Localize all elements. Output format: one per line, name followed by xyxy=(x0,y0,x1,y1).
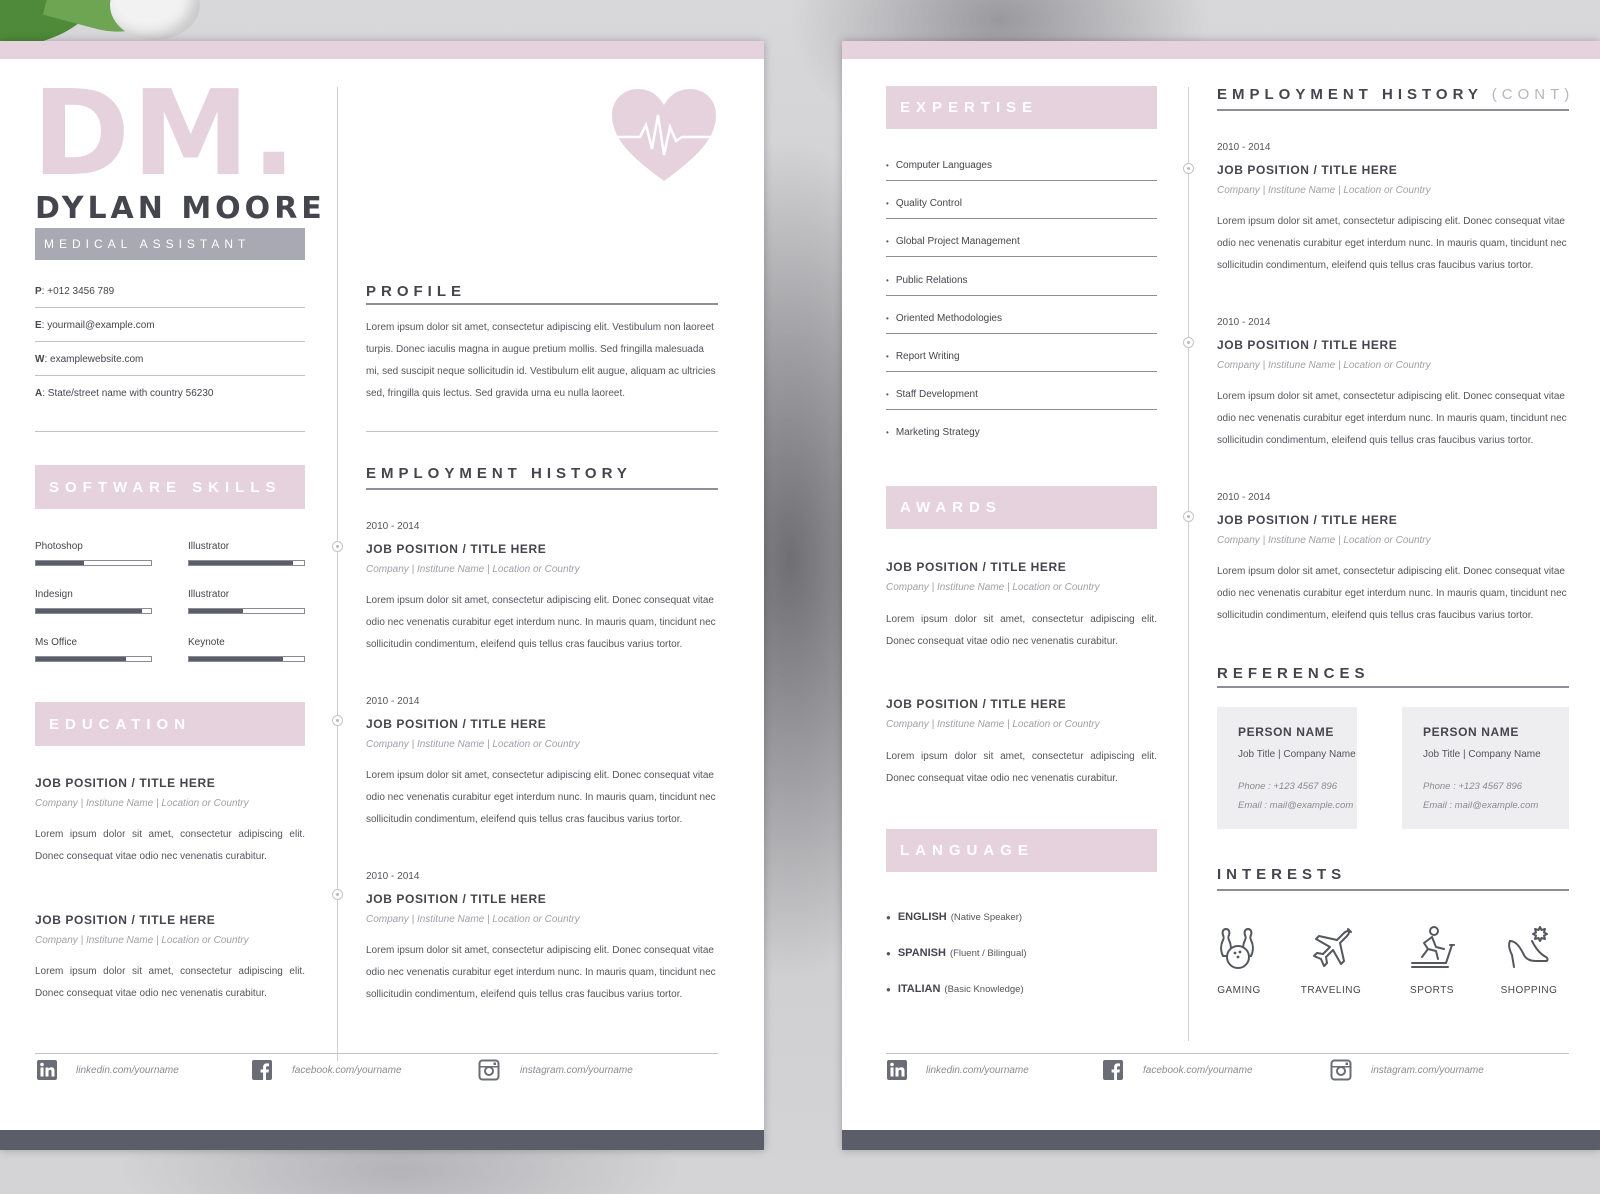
skill-level-bar xyxy=(188,656,305,662)
facebook-link[interactable]: facebook.com/yourname xyxy=(1143,1065,1253,1076)
award-company: Company | Institune Name | Location or Country xyxy=(886,582,1100,593)
bottom-band xyxy=(842,1130,1600,1150)
software-skills-heading: SOFTWARE SKILLS xyxy=(35,465,305,509)
skill-level-fill xyxy=(189,561,293,565)
skill-level-fill xyxy=(189,609,243,613)
linkedin-icon[interactable] xyxy=(886,1059,908,1081)
divider xyxy=(35,431,305,432)
job-title: JOB POSITION / TITLE HERE xyxy=(366,542,547,556)
job-company: Company | Institune Name | Location or Country xyxy=(1217,185,1431,196)
reference-name: PERSON NAME xyxy=(1423,725,1519,739)
instagram-link[interactable]: instagram.com/yourname xyxy=(520,1065,633,1076)
divider xyxy=(366,488,718,490)
profile-heading: PROFILE xyxy=(366,283,467,300)
language-item: ● ENGLISH (Native Speaker) xyxy=(886,911,1023,923)
divider xyxy=(886,256,1157,257)
divider xyxy=(366,303,718,305)
skill-label: Keynote xyxy=(188,637,225,648)
job-title: JOB POSITION / TITLE HERE xyxy=(1217,513,1398,527)
bullet-icon: • xyxy=(886,352,889,361)
timeline-dot xyxy=(332,715,343,726)
education-title: JOB POSITION / TITLE HERE xyxy=(35,913,216,927)
award-company: Company | Institune Name | Location or Country xyxy=(886,719,1100,730)
job-date: 2010 - 2014 xyxy=(1217,492,1271,503)
timeline-line xyxy=(1188,87,1189,1041)
facebook-icon[interactable] xyxy=(251,1059,273,1081)
job-title: JOB POSITION / TITLE HERE xyxy=(366,717,547,731)
reference-email: Email : mail@example.com xyxy=(1238,800,1354,811)
bowling-icon xyxy=(1218,925,1260,971)
skill-label: Indesign xyxy=(35,589,73,600)
timeline-dot xyxy=(332,541,343,552)
instagram-link[interactable]: instagram.com/yourname xyxy=(1371,1065,1484,1076)
top-band xyxy=(0,41,764,59)
job-title: JOB POSITION / TITLE HERE xyxy=(1217,338,1398,352)
award-text: Lorem ipsum dolor sit amet, consectetur adipiscing elit. Donec consequat vitae odio nec venenatis curabitur. xyxy=(886,614,1157,647)
job-description: Lorem ipsum dolor sit amet, consectetur adipiscing elit. Donec consequat vitae odio nec venenatis curabitur eget interdum nunc. In mauris quam, tincidunt nec sollicitudin condimentum, eleifend quis tellus cras faucibus varius tortor. xyxy=(366,945,716,1000)
instagram-icon[interactable] xyxy=(1330,1059,1352,1081)
job-date: 2010 - 2014 xyxy=(1217,317,1271,328)
divider xyxy=(1217,109,1569,111)
job-date: 2010 - 2014 xyxy=(366,871,420,882)
contact-website: W: examplewebsite.com xyxy=(35,354,144,365)
expertise-label: Public Relations xyxy=(895,274,968,286)
skill-label: Photoshop xyxy=(35,541,83,552)
divider xyxy=(886,295,1157,296)
education-title: JOB POSITION / TITLE HERE xyxy=(35,776,216,790)
reference-card xyxy=(1217,707,1357,829)
reference-phone: Phone : +123 4567 896 xyxy=(1238,781,1338,792)
divider xyxy=(886,333,1157,334)
skill-level-bar xyxy=(188,560,305,566)
treadmill-icon xyxy=(1408,925,1456,971)
divider xyxy=(886,180,1157,181)
skill-label: Illustrator xyxy=(188,589,230,600)
skill-label: Illustrator xyxy=(188,541,230,552)
profile-text: Lorem ipsum dolor sit amet, consectetur adipiscing elit. Vestibulum non laoreet turpis. Donec iaculis magna in augue pretium mollis. Sed fringilla malesuada mi, sed suscipit neque sollicitudin id. Vestibulum elit augue, aliquam ac ultricies sed, fringilla quis lectus. Sed gravida urna eu nulla laoreet. xyxy=(366,322,716,399)
skill-level-bar xyxy=(35,560,152,566)
bullet-icon: • xyxy=(886,428,889,438)
job-description: Lorem ipsum dolor sit amet, consectetur adipiscing elit. Donec consequat vitae odio nec venenatis curabitur eget interdum nunc. In mauris quam, tincidunt nec sollicitudin condimentum, eleifend quis tellus cras faucibus varius tortor. xyxy=(1217,391,1567,446)
divider xyxy=(366,431,718,432)
education-company: Company | Institune Name | Location or Country xyxy=(35,935,249,946)
skill-level-bar xyxy=(188,608,305,614)
interests-heading: INTERESTS xyxy=(1217,866,1347,883)
language-item: ● SPANISH (Fluent / Bilingual) xyxy=(886,947,1027,959)
award-text: Lorem ipsum dolor sit amet, consectetur adipiscing elit. Donec consequat vitae odio nec venenatis curabitur. xyxy=(886,751,1157,784)
interest-label: GAMING xyxy=(1217,985,1261,996)
divider xyxy=(1217,889,1569,891)
job-description: Lorem ipsum dolor sit amet, consectetur adipiscing elit. Donec consequat vitae odio nec venenatis curabitur eget interdum nunc. In mauris quam, tincidunt nec sollicitudin condimentum, eleifend quis tellus cras faucibus varius tortor. xyxy=(1217,216,1567,271)
linkedin-link[interactable]: linkedin.com/yourname xyxy=(926,1065,1029,1076)
expertise-label: Global Project Management xyxy=(895,236,1020,248)
language-heading: LANGUAGE xyxy=(886,829,1157,872)
reference-email: Email : mail@example.com xyxy=(1423,800,1539,811)
expertise-label: Marketing Strategy xyxy=(895,427,980,439)
award-title: JOB POSITION / TITLE HERE xyxy=(886,560,1067,574)
facebook-icon[interactable] xyxy=(1102,1059,1124,1081)
bullet-icon: • xyxy=(886,199,889,209)
interest-label: SHOPPING xyxy=(1500,985,1558,996)
employment-cont-heading: EMPLOYMENT HISTORY (CONT) xyxy=(1217,86,1575,103)
facebook-link[interactable]: facebook.com/yourname xyxy=(292,1065,402,1076)
timeline-dot xyxy=(1183,163,1194,174)
expertise-item xyxy=(886,160,992,171)
linkedin-link[interactable]: linkedin.com/yourname xyxy=(76,1065,179,1076)
expertise-item xyxy=(886,351,960,362)
footer-divider xyxy=(35,1053,718,1054)
reference-job: Job Title | Company Name xyxy=(1238,749,1356,760)
bullet-icon: • xyxy=(886,313,889,323)
job-company: Company | Institune Name | Location or Country xyxy=(366,914,580,925)
job-description: Lorem ipsum dolor sit amet, consectetur adipiscing elit. Donec consequat vitae odio nec venenatis curabitur eget interdum nunc. In mauris quam, tincidunt nec sollicitudin condimentum, eleifend quis tellus cras faucibus varius tortor. xyxy=(1217,566,1567,621)
reference-job: Job Title | Company Name xyxy=(1423,749,1541,760)
reference-card xyxy=(1402,707,1569,829)
divider xyxy=(35,375,305,376)
interest-label: TRAVELING xyxy=(1300,985,1362,996)
expertise-label: Quality Control xyxy=(895,198,962,210)
expertise-label: Staff Development xyxy=(895,389,978,401)
expertise-item xyxy=(886,275,968,286)
education-text: Lorem ipsum dolor sit amet, consectetur adipiscing elit. Donec consequat vitae odio nec venenatis curabitur. xyxy=(35,829,305,862)
divider xyxy=(35,341,305,342)
education-company: Company | Institune Name | Location or Country xyxy=(35,798,249,809)
expertise-item xyxy=(886,389,978,400)
divider xyxy=(1217,686,1569,688)
job-company: Company | Institune Name | Location or Country xyxy=(366,739,580,750)
references-heading: REFERENCES xyxy=(1217,665,1370,682)
contact-email: E: yourmail@example.com xyxy=(35,320,155,331)
job-description: Lorem ipsum dolor sit amet, consectetur adipiscing elit. Donec consequat vitae odio nec venenatis curabitur eget interdum nunc. In mauris quam, tincidunt nec sollicitudin condimentum, eleifend quis tellus cras faucibus varius tortor. xyxy=(366,595,716,650)
expertise-label: Oriented Methodologies xyxy=(895,312,1002,324)
resume-page-2 xyxy=(842,41,1600,1150)
linkedin-icon[interactable] xyxy=(36,1059,58,1081)
divider xyxy=(886,409,1157,410)
job-date: 2010 - 2014 xyxy=(1217,142,1271,153)
heartbeat-icon xyxy=(608,85,720,183)
award-title: JOB POSITION / TITLE HERE xyxy=(886,697,1067,711)
job-date: 2010 - 2014 xyxy=(366,696,420,707)
skill-level-fill xyxy=(36,561,84,565)
skill-label: Ms Office xyxy=(35,637,78,648)
expertise-label: Report Writing xyxy=(895,351,960,362)
reference-name: PERSON NAME xyxy=(1238,725,1334,739)
interest-label: SPORTS xyxy=(1410,985,1454,996)
expertise-item xyxy=(886,198,962,209)
skill-level-bar xyxy=(35,656,152,662)
job-company: Company | Institune Name | Location or Country xyxy=(1217,360,1431,371)
timeline-line xyxy=(337,87,338,1061)
education-heading: EDUCATION xyxy=(35,702,305,746)
expertise-item xyxy=(886,313,1002,324)
resume-page-1 xyxy=(0,41,764,1150)
job-date: 2010 - 2014 xyxy=(366,521,420,532)
candidate-name: DYLAN MOORE xyxy=(35,191,326,226)
footer-divider xyxy=(886,1053,1569,1054)
monogram: DM. xyxy=(32,64,299,202)
timeline-dot xyxy=(332,889,343,900)
bullet-icon: • xyxy=(886,237,889,247)
awards-heading: AWARDS xyxy=(886,486,1157,529)
top-band xyxy=(842,41,1600,59)
language-item: ● ITALIAN (Basic Knowledge) xyxy=(886,983,1024,995)
reference-phone: Phone : +123 4567 896 xyxy=(1423,781,1523,792)
divider xyxy=(35,307,305,308)
expertise-item xyxy=(886,236,1020,247)
timeline-dot xyxy=(1183,337,1194,348)
bullet-icon: • xyxy=(886,275,889,285)
job-company: Company | Institune Name | Location or Country xyxy=(1217,535,1431,546)
high-heel-icon xyxy=(1506,923,1552,971)
airplane-icon xyxy=(1308,925,1354,971)
bullet-icon: • xyxy=(886,161,889,170)
bullet-icon: • xyxy=(886,390,889,400)
skill-level-fill xyxy=(36,609,142,613)
bottom-band xyxy=(0,1130,764,1150)
job-company: Company | Institune Name | Location or Country xyxy=(366,564,580,575)
skill-level-fill xyxy=(36,657,126,661)
divider xyxy=(886,218,1157,219)
expertise-label: Computer Languages xyxy=(895,160,992,171)
expertise-heading: EXPERTISE xyxy=(886,86,1157,129)
education-text: Lorem ipsum dolor sit amet, consectetur adipiscing elit. Donec consequat vitae odio nec venenatis curabitur. xyxy=(35,966,305,999)
timeline-dot xyxy=(1183,511,1194,522)
contact-phone: P: +012 3456 789 xyxy=(35,286,115,297)
divider xyxy=(886,371,1157,372)
job-description: Lorem ipsum dolor sit amet, consectetur adipiscing elit. Donec consequat vitae odio nec venenatis curabitur eget interdum nunc. In mauris quam, tincidunt nec sollicitudin condimentum, eleifend quis tellus cras faucibus varius tortor. xyxy=(366,770,716,825)
skill-level-fill xyxy=(189,657,283,661)
role-badge: MEDICAL ASSISTANT xyxy=(35,228,305,260)
employment-heading: EMPLOYMENT HISTORY xyxy=(366,465,632,482)
skill-level-bar xyxy=(35,608,152,614)
plant-decoration xyxy=(0,0,220,44)
job-title: JOB POSITION / TITLE HERE xyxy=(366,892,547,906)
instagram-icon[interactable] xyxy=(478,1059,500,1081)
expertise-item xyxy=(886,427,980,438)
contact-address: A: State/street name with country 56230 xyxy=(35,388,214,399)
job-title: JOB POSITION / TITLE HERE xyxy=(1217,163,1398,177)
